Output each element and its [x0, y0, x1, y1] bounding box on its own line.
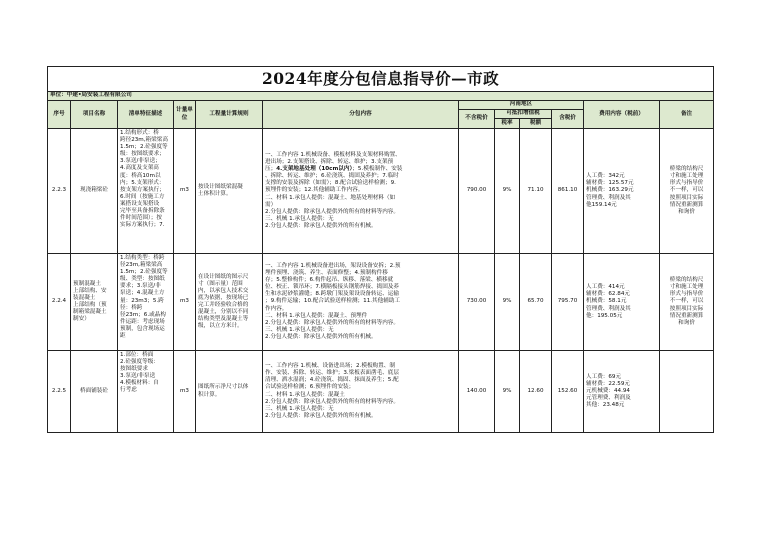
header-tax-rate: 税率 — [495, 119, 520, 129]
page-title: 2024年度分包信息指导价—市政 — [48, 67, 714, 92]
cell-name: 预制混凝土 上部结构、安 装混凝土 上部结构（预 制箱梁混凝土 制安） — [71, 254, 118, 351]
header-price-incl: 含税价 — [552, 110, 584, 129]
header-seq: 序号 — [48, 101, 71, 129]
table-row — [48, 351, 714, 433]
cell-feature: 1.结构形式：桥 跨径23m,箱梁梁高 1.5m；2.砼强度等 级：按图纸要求； 3.泵送/非泵送； 4.高度及支架高 度：桥高10m以 内；5.支架形式： 按支架方案执行； 6.时间（按施工方 案搭设支架搭设 完毕至具备拆除条 件时间范围）；按 实际方案执行；7. — [118, 129, 174, 254]
cell-unit: m3 — [174, 351, 196, 433]
cell-content — [263, 129, 459, 254]
cell-tax-rate: 9% — [495, 129, 520, 254]
cell-price-incl: 795.70 — [552, 254, 584, 351]
header-name: 项目名称 — [71, 101, 118, 129]
cell-name: 桥面铺装砼 — [71, 351, 118, 433]
cell-price-excl: 140.00 — [459, 351, 495, 433]
cell-price-excl: 790.00 — [459, 129, 495, 254]
cell-price-incl: 861.10 — [552, 129, 584, 254]
table-row — [48, 254, 714, 351]
header-price-excl: 不含税价 — [459, 110, 495, 129]
cell-tax-rate: 9% — [495, 351, 520, 433]
cell-remark: 桥梁的结构尺 寸和施工处理 形式与指导价 不一样，可以 按照项目实际 情况重新测算 和询价 — [660, 129, 714, 254]
header-vat-group: 可抵扣增值税 — [495, 110, 552, 119]
content-text-bold: 4.支架地基处理（10cm以内） — [276, 166, 353, 173]
cell-seq: 2.2.5 — [48, 351, 71, 433]
cell-tax-amount: 65.70 — [520, 254, 552, 351]
cell-price-incl: 152.60 — [552, 351, 584, 433]
price-guide-sheet — [47, 66, 713, 433]
cell-tax-amount: 12.60 — [520, 351, 552, 433]
cell-name: 现浇箱梁砼 — [71, 129, 118, 254]
content-text-post: ；5.模板制作、安装 、拆除、转运、维护；6.砼浇筑、捣固及养护；7.临时 支撑的安装及拆除（如需）；8.配合试验送样检测；9. 预埋件的安装；12.其他辅助工作内容。 二、材料 1.承包人提供：混凝土、地基处理材料（如 需） 2.分包人提供：除承包人提供外的所有的材料等内容。 三、机械 1.承包人提供：无 2.分包人提供：除承包人提供外的所有机械。 — [265, 166, 403, 229]
header-rule: 工程量计算规则 — [196, 101, 263, 129]
header-feature: 清单特征描述 — [118, 101, 174, 129]
cell-unit: m3 — [174, 129, 196, 254]
header-content: 分包内容 — [263, 101, 459, 129]
table-row — [48, 129, 714, 254]
header-remark: 备注 — [660, 101, 714, 129]
cell-content: 一、工作内容 1.机械设备进出场，架设设备安拆；2.预 埋件预埋、浇筑、养生、表面修整；4.预制构件移 存；5.整修构件；6.构件起吊、纵移、落梁、横移就 位、校正、锁吊环；7.横隔板接头钢筋焊接、捣固及养 生和水泥砂浆灌缝；8.跨墩门架及架设设备转运、运输 ；9.构件运输；10.配合试验送样检测；11.其他辅助工 作内容。 二、材料 1.承包人提供：混凝土、预埋件 2.分包人提供：除承包人提供外的所有的材料等内容。 三、机械 1.承包人提供：无 2.分包人提供：除承包人提供外的所有机械。 — [263, 254, 459, 351]
cell-fee: 人工费：342元 辅材费：125.57元 机械费：163.29元 管理费、利润及其 他159.14元 — [584, 129, 660, 254]
cell-rule: 图纸所示净尺寸以体 积计算。 — [196, 351, 263, 433]
cell-content: 一、工作内容 1.机械、设备进出场；2.模板购置、制 作、安装、拆除、转运、维护；3.梁板表面凿毛、底层 清理、洒水湿润；4.砼浇筑、捣固、抹面及养生；5.配 合试验送样检测；6.预埋件的安装； 二、材料 1.承包人提供：混凝土 2.分包人提供：除承包人提供外的所有的材料等内容。 三、机械 1.承包人提供：无 2.分包人提供：除承包人提供外的所有机械。 — [263, 351, 459, 433]
cell-fee: 人工费：414元 辅材费：62.84元 机械费：58.1元 管理费、利润及其 他：195.05元 — [584, 254, 660, 351]
cell-price-excl: 730.00 — [459, 254, 495, 351]
cell-fee: 人工费：69元 辅材费：22.59元 元机械费：44.94 元管理费、利润及 其他：23.48元 — [584, 351, 660, 433]
cell-remark — [660, 351, 714, 433]
cell-rule: 按设计图纸梁混凝 土体积计算。 — [196, 129, 263, 254]
header-unit: 计量单位 — [174, 101, 196, 129]
unit-label: 单位：中建•局安装工程有限公司 — [48, 92, 714, 101]
cell-rule: 在设计图纸的图示尺 寸（图示量）范围 内，以承包人技术交 底为依据，按现场已 完工并经验收合格的 混凝土，分别以不同 结构类型及混凝土等 级，以立方米计。 — [196, 254, 263, 351]
cell-feature: 1.部位：桥面 2.砼强度等级： 按图纸要求 3.泵送/非泵送 4.模板材料：自 行考虑 — [118, 351, 174, 433]
header-region: 河南地区 — [459, 101, 584, 110]
cell-feature: 1.结构类型：桥跨 径23m,箱梁梁高 1.5m；2.砼强度等 级、类型：按图纸 要求；3.泵送/非 泵送；4.混凝土方 量：23m3；5.跨径：桥跨 径23m；6.或晶构 件运距：考虑现场 预制，包含现场运 距 — [118, 254, 174, 351]
cell-unit: m3 — [174, 254, 196, 351]
header-tax-amount: 税额 — [520, 119, 552, 129]
cell-remark: 桥梁的结构尺 寸和施工处理 形式与指导价 不一样，可以 按照项目实际 情况重新测算 和询价 — [660, 254, 714, 351]
header-fee: 费用内容（税前） — [584, 101, 660, 129]
cell-seq: 2.2.3 — [48, 129, 71, 254]
price-table — [47, 66, 714, 433]
cell-tax-amount: 71.10 — [520, 129, 552, 254]
cell-seq: 2.2.4 — [48, 254, 71, 351]
cell-tax-rate: 9% — [495, 254, 520, 351]
content-text-pre: 一、工作内容 1.机械设备、模板材料及支架材料购置、 进出场；2.支架搭设、拆除、转运、维护；3.支架预 压； — [265, 151, 401, 173]
